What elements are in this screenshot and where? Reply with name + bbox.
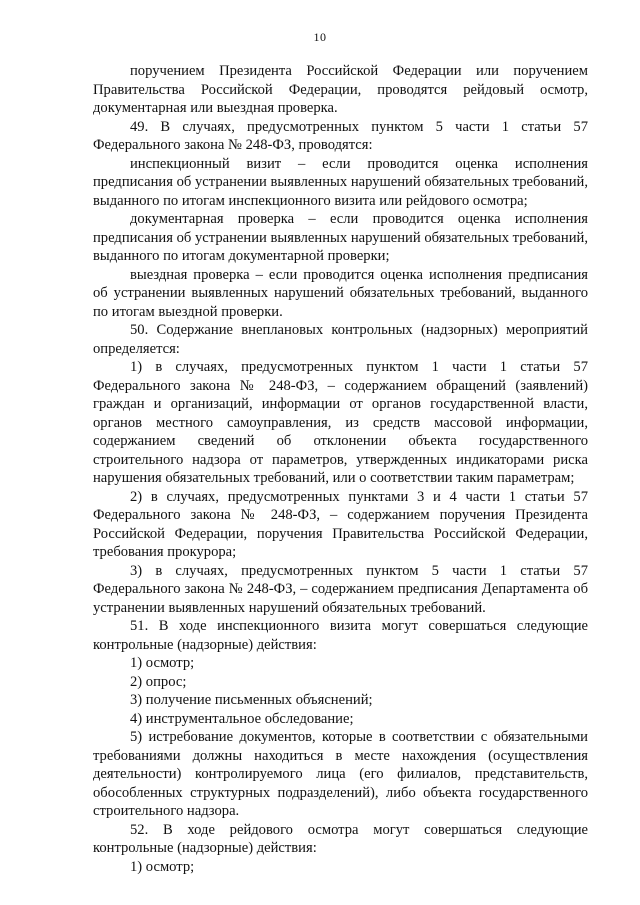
clause-50-item-1: 1) в случаях, предусмотренных пунктом 1 части 1 статьи 57 Федерального закона № 248-ФЗ, – содержанием обращений (заявлений) граждан и организаций, информации от органов государственной власти, органов местного самоуправления, из средств массовой информации, содержанием сведений об отклонении объекта государственного строительного надзора от параметров, утвержденных индикаторами риска нарушения обязательных требований, или о соответствии таким параметрам; (93, 359, 588, 486)
clause-50-item-3: 3) в случаях, предусмотренных пунктом 5 части 1 статьи 57 Федерального закона № 248-ФЗ, – содержанием предписания Департамента об устранении выявленных нарушений обязательных требований. (93, 562, 588, 616)
clause-49-documentary-check: документарная проверка – если проводится оценка исполнения предписания об устранении выявленных нарушений обязательных требований, выданного по итогам документарной проверки; (93, 211, 588, 264)
clause-51-item-2: 2) опрос; (130, 673, 187, 690)
document-body (93, 62, 588, 876)
clause-51-item-4: 4) инструментальное обследование; (130, 710, 354, 727)
clause-51: 51. В ходе инспекционного визита могут совершаться следующие контрольные (надзорные) действия: (93, 618, 588, 653)
clause-50: 50. Содержание внеплановых контрольных (надзорных) мероприятий определяется: (93, 322, 588, 357)
clause-51-item-1: 1) осмотр; (130, 655, 195, 671)
paragraph-continuation: поручением Президента Российской Федерации или поручением Правительства Российской Федерации, проводятся рейдовый осмотр, документарная или выездная проверка. (93, 63, 588, 116)
clause-51-item-3: 3) получение письменных объяснений; (130, 692, 373, 708)
clause-49-field-check: выездная проверка – если проводится оценка исполнения предписания об устранении выявленных нарушений обязательных требований, выданного по итогам выездной проверки. (93, 266, 588, 320)
clause-51-item-5: 5) истребование документов, которые в соответствии с обязательными требованиями должны находиться в месте нахождения (осуществления деятельности) контролируемого лица (его филиалов, представительств, обособленных структурных подразделений), либо объекта государственного строительного надзора. (93, 729, 588, 819)
clause-49-inspection-visit: инспекционный визит – если проводится оценка исполнения предписания об устранении выявленных нарушений обязательных требований, выданного по итогам инспекционного визита или рейдового осмотра; (93, 155, 588, 209)
clause-52: 52. В ходе рейдового осмотра могут совершаться следующие контрольные (надзорные) действия: (93, 821, 588, 856)
clause-49: 49. В случаях, предусмотренных пунктом 5 части 1 статьи 57 Федерального закона № 248-ФЗ, проводятся: (93, 118, 588, 153)
page-number: 10 (313, 30, 327, 44)
clause-52-item-1: 1) осмотр; (130, 858, 195, 875)
clause-50-item-2: 2) в случаях, предусмотренных пунктами 3 и 4 части 1 статьи 57 Федерального закона № 248-ФЗ, – содержанием поручения Президента Российской Федерации, поручения Правительства Российской Федерации, требования прокурора; (93, 488, 588, 560)
